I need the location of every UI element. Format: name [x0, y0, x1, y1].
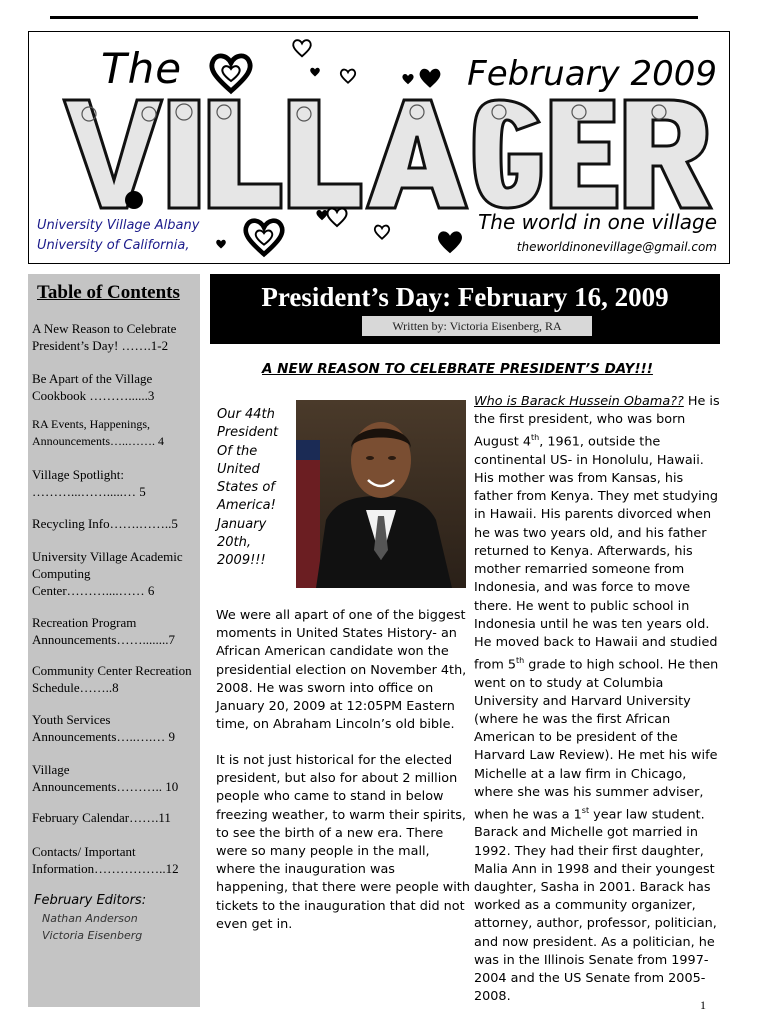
toc-item[interactable]: Recreation Program Announcements……........7 [32, 615, 175, 647]
org-name-line2: University of California, [37, 238, 190, 253]
heart-icon [215, 238, 227, 250]
editors-title: February Editors: [34, 893, 147, 908]
article-headline: President’s Day: February 16, 2009 [261, 282, 669, 312]
heart-icon [325, 206, 349, 228]
toc-item[interactable]: Village Announcements……….. 10 [32, 762, 179, 794]
heart-icon [207, 50, 255, 96]
toc-item[interactable]: Recycling Info…….……..5 [32, 516, 178, 531]
article-paragraph: It is not just historical for the elected president, but also for about 2 million people who came to stand in below freezing weather, to warm their spirits, to see the birth of a new era. There were so many people in the mall, where the inauguration was happening, that there were people with tickets to the inauguration that did not even get in. [216, 753, 470, 932]
page-number: 1 [700, 998, 706, 1012]
heart-icon [339, 66, 357, 86]
editor-name: Nathan Anderson [42, 912, 138, 925]
toc-item[interactable]: Contacts/ Important Information……………..12 [32, 844, 179, 876]
issue-month: February 2009 [467, 54, 717, 94]
photo-caption: Our 44th President Of the United States of America! January 20th, 2009!!! [217, 407, 279, 569]
soccer-ball-icon [125, 191, 143, 209]
toc-item[interactable]: A New Reason to Celebrate President’s Day! …….1-2 [32, 321, 177, 353]
toc-item[interactable]: Be Apart of the Village Cookbook ………......3 [32, 371, 155, 403]
ordinal-suffix: th [516, 656, 525, 666]
article-paragraph: We were all apart of one of the biggest moments in United States History- an African American candidate won the presidential election on November 4th, 2008. He was sworn into office on January 20, 2009 at 12:05PM Eastern time, on Abraham Lincoln’s old bible. [216, 608, 467, 733]
toc-item[interactable]: February Calendar…….11 [32, 810, 171, 825]
right-column-text: year law student. Barack and Michelle got married in 1992. They had their first daughter, Malia Ann in 1998 and their youngest daughter, Sasha in 2001. Barack has worked as a community organizer, attorney, author, professor, politician, and now president. As a politician, he was in the Illinois Senate from 1997-2004 and the US Senate from 2005-2008. [474, 807, 717, 1005]
ordinal-suffix: st [581, 806, 590, 815]
toc-item[interactable]: Youth Services Announcements…..….… 9 [32, 712, 175, 744]
toc-item[interactable]: Community Center Recreation Schedule……..8 [32, 663, 192, 695]
article-byline: Written by: Victoria Eisenberg, RA [362, 316, 592, 336]
editor-name: Victoria Eisenberg [42, 929, 143, 942]
article-right-column [474, 393, 720, 1007]
article-subhead: A NEW REASON TO CELEBRATE PRESIDENT’S DAY!!! [262, 361, 653, 377]
top-rule [50, 16, 698, 19]
right-column-text: He is the first president, who was born August 4 [474, 394, 720, 450]
heart-icon [435, 228, 465, 256]
motto: The world in one village [478, 210, 717, 234]
heart-icon [401, 72, 415, 86]
villager-wordmark [59, 92, 719, 212]
table-of-contents-sidebar [28, 274, 200, 1007]
heart-icon [291, 36, 313, 60]
heart-icon [373, 222, 391, 242]
org-name-line1: University Village Albany [37, 218, 200, 233]
toc-title: Table of Contents [37, 282, 180, 303]
right-column-text: , 1961, outside the continental US- in Honolulu, Hawaii. His mother was from Kansas, his father from Kenya. They met studying in Hawaii. His parents divorced when he was two years old, and his father returned to Kenya. Afterwards, his mother remarried someone from Indonesia, and was force to move there. He went to public school in Indonesia until he was ten years old. He moved back to Hawaii and studied from 5 [474, 434, 718, 673]
right-column-text: grade to high school. He then went on to study at Columbia University and Harvard University (where he was the first African American to be president of the Harvard Law Review). He met his wife Michelle at a law firm in Chicago, where she was his summer adviser, when he was a 1 [474, 657, 719, 823]
heart-icon [417, 66, 443, 90]
masthead-the: The [101, 44, 183, 93]
toc-item[interactable]: RA Events, Happenings, Announcements…..……. 4 [32, 417, 164, 448]
heart-icon [241, 216, 287, 258]
headline-banner [210, 274, 720, 344]
president-portrait-photo [296, 400, 466, 588]
heart-icon [309, 66, 321, 78]
ordinal-suffix: th [531, 433, 540, 443]
toc-item[interactable]: Village Spotlight: ………...…….....… 5 [32, 467, 146, 499]
contact-email[interactable]: theworldinonevillage@gmail.com [516, 240, 717, 254]
right-column-lead: Who is Barack Hussein Obama?? [474, 394, 684, 409]
masthead [28, 31, 730, 264]
toc-item[interactable]: University Village Academic Computing Center………....…… 6 [32, 549, 183, 598]
